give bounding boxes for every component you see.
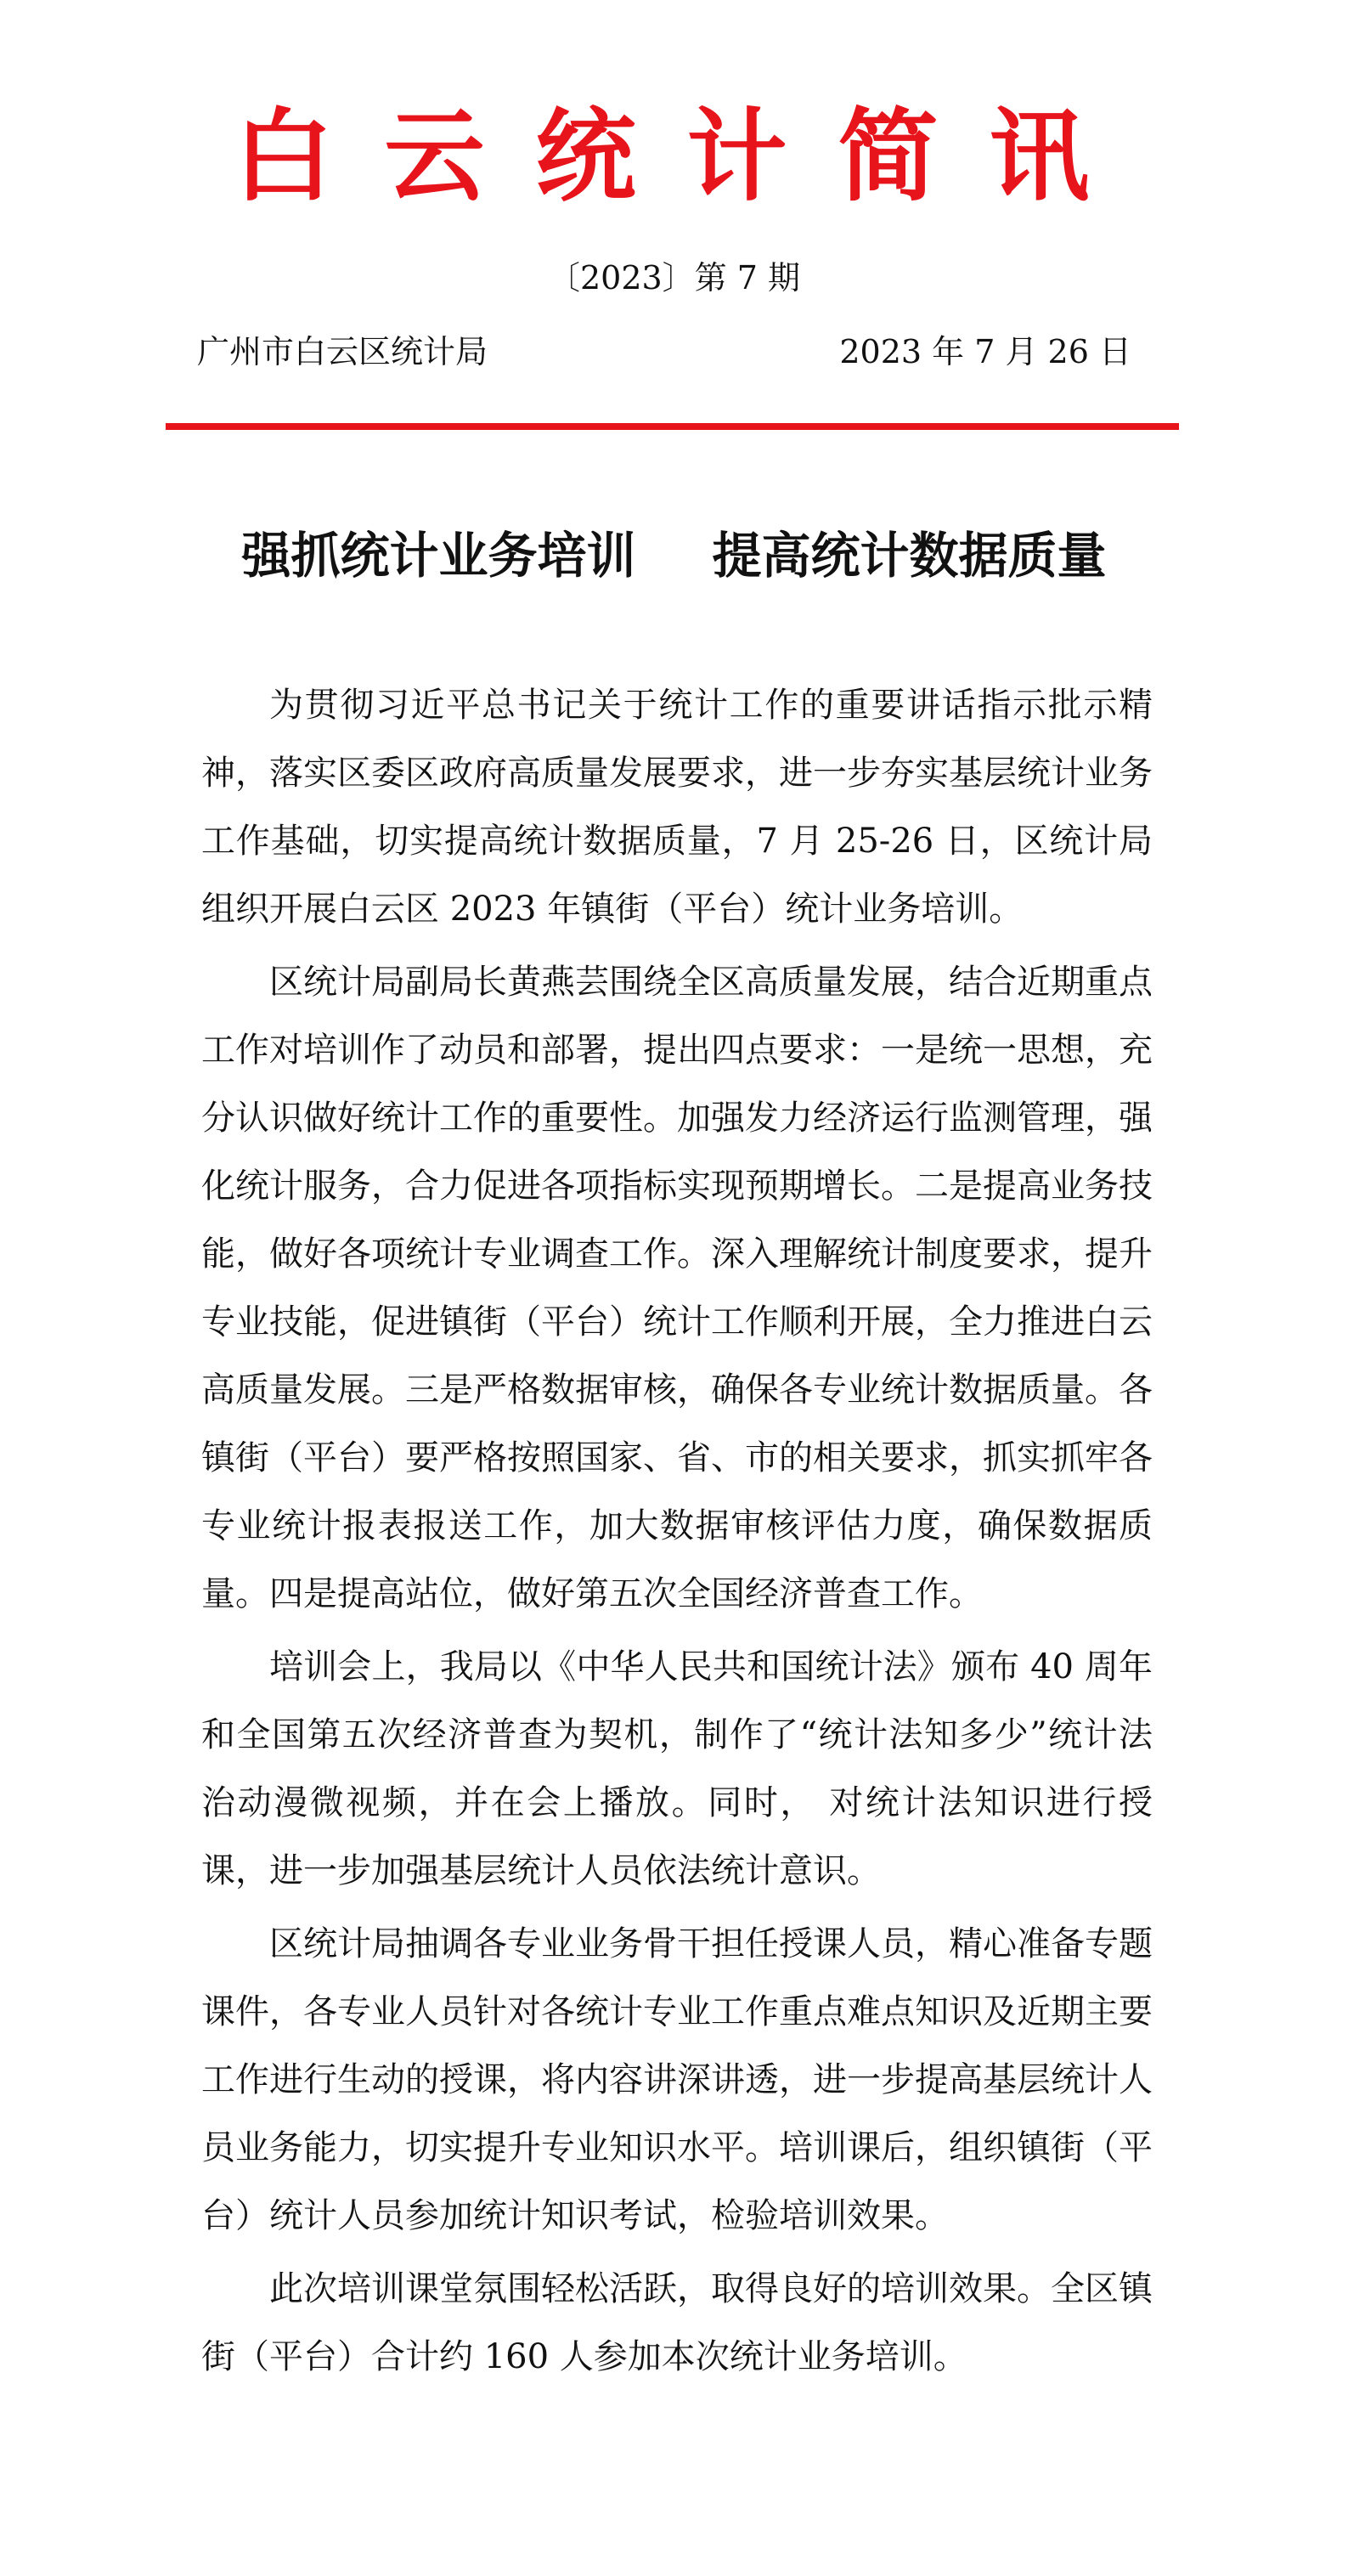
issue-number: 〔2023〕第 7 期 [547, 259, 801, 297]
article-title-part2: 提高统计数据质量 [712, 527, 1107, 585]
paragraph: 为贯彻习近平总书记关于统计工作的重要讲话指示批示精神，落实区委区政府高质量发展要求，进一步夯实基层统计业务工作基础，切实提高统计数据质量，7 月 25-26 日，区统计局组织开展白云区 2023 年镇街（平台）统计业务培训。 [201, 686, 1153, 929]
article-title [0, 527, 1348, 585]
paragraph: 此次培训课堂氛围轻松活跃，取得良好的培训效果。全区镇街（平台）合计约 160 人参加本次统计业务培训。 [201, 2269, 1153, 2376]
article-body [201, 671, 1153, 2396]
publish-date: 2023 年 7 月 26 日 [839, 333, 1131, 370]
paragraph: 培训会上，我局以《中华人民共和国统计法》颁布 40 周年和全国第五次经济普查为契机，制作了“统计法知多少”统计法治动漫微视频，并在会上播放。同时， 对统计法知识进行授课，进一步加强基层统计人员依法统计意识。 [201, 1647, 1153, 1890]
paragraph: 区统计局副局长黄燕芸围绕全区高质量发展，结合近期重点工作对培训作了动员和部署，提出四点要求：一是统一思想，充分认识做好统计工作的重要性。加强发力经济运行监测管理，强化统计服务，合力促进各项指标实现预期增长。二是提高业务技能，做好各项统计专业调查工作。深入理解统计制度要求，提升专业技能，促进镇街（平台）统计工作顺利开展，全力推进白云高质量发展。三是严格数据审核，确保各专业统计数据质量。各镇街（平台）要严格按照国家、省、市的相关要求，抓实抓牢各专业统计报表报送工作，加大数据审核评估力度，确保数据质量。四是提高站位，做好第五次全国经济普查工作。 [201, 963, 1153, 1613]
article-title-part1: 强抓统计业务培训 [241, 527, 636, 585]
header-divider [166, 423, 1179, 430]
publisher-name: 广州市白云区统计局 [197, 333, 488, 370]
masthead-title: 白云统计简讯 [233, 97, 1141, 215]
paragraph: 区统计局抽调各专业业务骨干担任授课人员，精心准备专题课件，各专业人员针对各统计专业工作重点难点知识及近期主要工作进行生动的授课，将内容讲深讲透，进一步提高基层统计人员业务能力，切实提升专业知识水平。培训课后，组织镇街（平台）统计人员参加统计知识考试，检验培训效果。 [201, 1924, 1153, 2235]
